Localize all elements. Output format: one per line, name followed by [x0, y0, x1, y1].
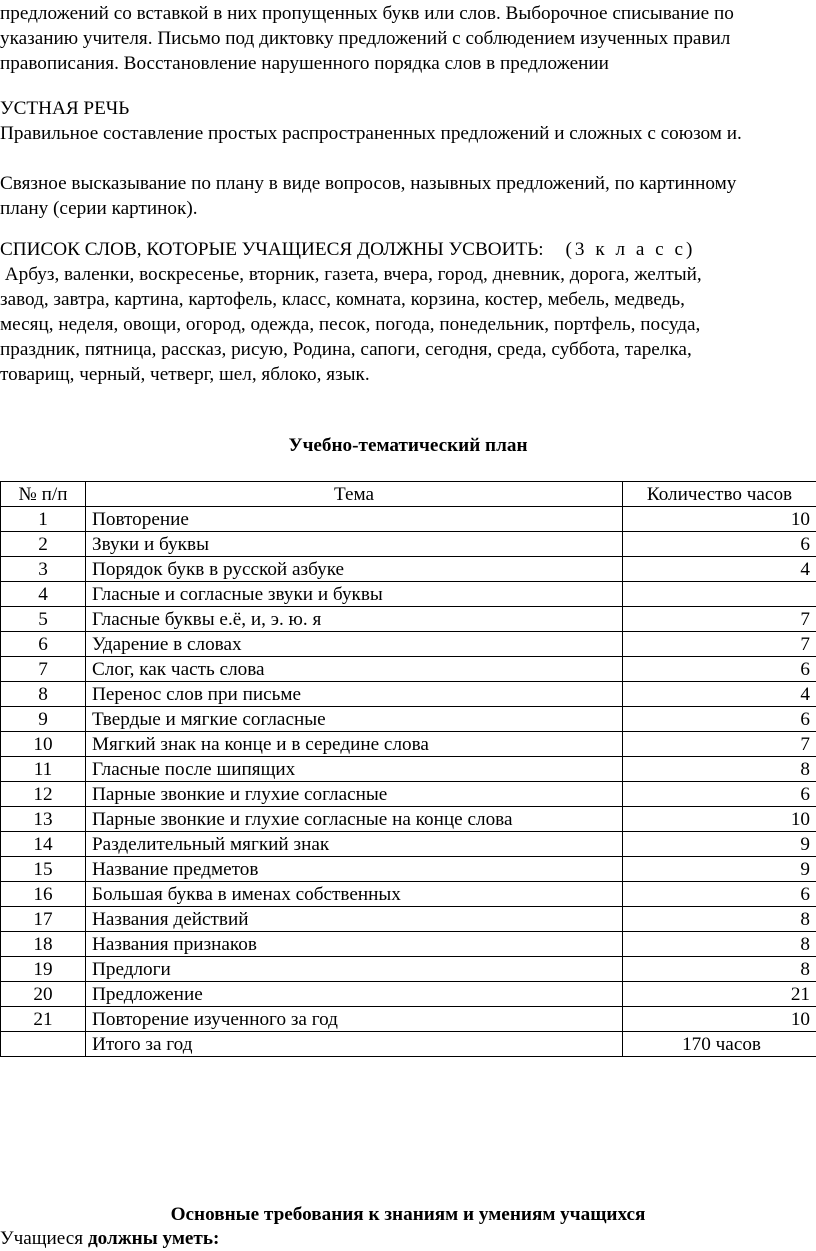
row-num: 13 [1, 807, 86, 832]
row-num: 10 [1, 732, 86, 757]
row-topic: Название предметов [86, 857, 623, 882]
row-num: 19 [1, 957, 86, 982]
word-list-line: праздник, пятница, рассказ, рисую, Родина, сапоги, сегодня, среда, суббота, тарелка, [0, 339, 692, 360]
table-row [1, 882, 816, 907]
word-list-heading-line [0, 237, 816, 262]
row-topic: Разделительный мягкий знак [86, 832, 623, 857]
table-row [1, 982, 816, 1007]
table-row [1, 657, 816, 682]
table-row [1, 1007, 816, 1032]
intro-line: указанию учителя. Письмо под диктовку предложений с соблюдением изученных правил [0, 28, 731, 49]
thematic-plan-table [0, 481, 816, 1057]
table-row [1, 757, 816, 782]
header-topic: Тема [86, 482, 623, 507]
row-num: 2 [1, 532, 86, 557]
row-num: 5 [1, 607, 86, 632]
row-topic: Предлоги [86, 957, 623, 982]
row-hours: 9 [623, 857, 816, 882]
row-num: 15 [1, 857, 86, 882]
table-row [1, 832, 816, 857]
requirements-title: Основные требования к знаниям и умениям учащихся [170, 1204, 646, 1225]
table-row [1, 907, 816, 932]
table-row [1, 707, 816, 732]
row-topic: Ударение в словах [86, 632, 623, 657]
row-hours: 8 [623, 757, 816, 782]
table-row [1, 582, 816, 607]
header-num: № п/п [1, 482, 86, 507]
row-hours: 10 [623, 807, 816, 832]
intro-line: предложений со вставкой в них пропущенных букв или слов. Выборочное списывание по [0, 3, 734, 24]
row-topic: Слог, как часть слова [86, 657, 623, 682]
row-num: 18 [1, 932, 86, 957]
row-hours: 8 [623, 957, 816, 982]
row-num: 1 [1, 507, 86, 532]
row-topic: Твердые и мягкие согласные [86, 707, 623, 732]
table-row [1, 632, 816, 657]
table-row [1, 932, 816, 957]
row-topic: Мягкий знак на конце и в середине слова [86, 732, 623, 757]
row-hours: 4 [623, 682, 816, 707]
row-num: 12 [1, 782, 86, 807]
total-row [1, 1032, 816, 1057]
row-hours: 6 [623, 532, 816, 557]
row-num: 9 [1, 707, 86, 732]
table-row [1, 732, 816, 757]
row-num: 16 [1, 882, 86, 907]
intro-paragraph [0, 1, 816, 76]
row-hours [623, 582, 816, 607]
table-row [1, 957, 816, 982]
word-list-line: завод, завтра, картина, картофель, класс, комната, корзина, костер, мебель, медведь, [0, 289, 685, 310]
word-list-line: Арбуз, валенки, воскресенье, вторник, газета, вчера, город, дневник, дорога, желтый, [0, 264, 702, 285]
row-topic: Гласные после шипящих [86, 757, 623, 782]
row-topic: Гласные буквы е.ё, и, э. ю. я [86, 607, 623, 632]
requirements-line [0, 1226, 816, 1251]
row-topic: Порядок букв в русской азбуке [86, 557, 623, 582]
table-row [1, 607, 816, 632]
word-list-heading: СПИСОК СЛОВ, КОТОРЫЕ УЧАЩИЕСЯ ДОЛЖНЫ УСВОИТЬ: [0, 239, 544, 260]
row-hours: 9 [623, 832, 816, 857]
row-hours: 21 [623, 982, 816, 1007]
oral-speech-section [0, 96, 816, 146]
row-topic: Повторение изученного за год [86, 1007, 623, 1032]
row-topic: Предложение [86, 982, 623, 1007]
row-hours: 10 [623, 1007, 816, 1032]
table-row [1, 807, 816, 832]
row-hours: 8 [623, 907, 816, 932]
table-row [1, 532, 816, 557]
table-header-row [1, 482, 816, 507]
total-hours: 170 часов [623, 1032, 816, 1057]
row-num: 3 [1, 557, 86, 582]
table-row [1, 682, 816, 707]
row-hours: 6 [623, 707, 816, 732]
paragraph-line: плану (серии картинок). [0, 198, 198, 219]
row-hours: 6 [623, 882, 816, 907]
row-hours: 8 [623, 932, 816, 957]
row-hours: 10 [623, 507, 816, 532]
row-num: 6 [1, 632, 86, 657]
row-hours: 7 [623, 632, 816, 657]
table-row [1, 782, 816, 807]
table-row [1, 857, 816, 882]
students-label: Учащиеся [0, 1228, 84, 1249]
header-hours: Количество часов [623, 482, 816, 507]
intro-line: правописания. Восстановление нарушенного порядка слов в предложении [0, 53, 609, 74]
row-topic: Парные звонкие и глухие согласные на конце слова [86, 807, 623, 832]
row-hours: 6 [623, 782, 816, 807]
row-num: 17 [1, 907, 86, 932]
oral-speech-heading: УСТНАЯ РЕЧЬ [0, 98, 130, 119]
row-num: 7 [1, 657, 86, 682]
word-list-line: месяц, неделя, овощи, огород, одежда, песок, погода, понедельник, портфель, посуда, [0, 314, 701, 335]
total-label: Итого за год [86, 1032, 623, 1057]
row-topic: Повторение [86, 507, 623, 532]
total-num-cell [1, 1032, 86, 1057]
row-topic: Парные звонкие и глухие согласные [86, 782, 623, 807]
row-num: 4 [1, 582, 86, 607]
table-row [1, 507, 816, 532]
row-num: 20 [1, 982, 86, 1007]
word-list-section [0, 237, 816, 387]
row-hours: 4 [623, 557, 816, 582]
row-topic: Гласные и согласные звуки и буквы [86, 582, 623, 607]
row-topic: Звуки и буквы [86, 532, 623, 557]
row-num: 21 [1, 1007, 86, 1032]
must-label: должны уметь: [87, 1228, 220, 1249]
row-num: 14 [1, 832, 86, 857]
paragraph-line: Связное высказывание по плану в виде вопросов, назывных предложений, по картинному [0, 173, 737, 194]
grade-label: (3 к л а с с) [565, 239, 696, 260]
row-topic: Названия действий [86, 907, 623, 932]
oral-speech-paragraph-2 [0, 171, 816, 221]
row-hours: 7 [623, 607, 816, 632]
row-topic: Большая буква в именах собственных [86, 882, 623, 907]
plan-title: Учебно-тематический план [288, 435, 528, 456]
row-num: 11 [1, 757, 86, 782]
row-hours: 7 [623, 732, 816, 757]
row-topic: Перенос слов при письме [86, 682, 623, 707]
row-topic: Названия признаков [86, 932, 623, 957]
word-list-line: товарищ, черный, четверг, шел, яблоко, язык. [0, 364, 370, 385]
row-num: 8 [1, 682, 86, 707]
table-row [1, 557, 816, 582]
oral-speech-paragraph: Правильное составление простых распространенных предложений и сложных с союзом и. [0, 123, 742, 144]
row-hours: 6 [623, 657, 816, 682]
